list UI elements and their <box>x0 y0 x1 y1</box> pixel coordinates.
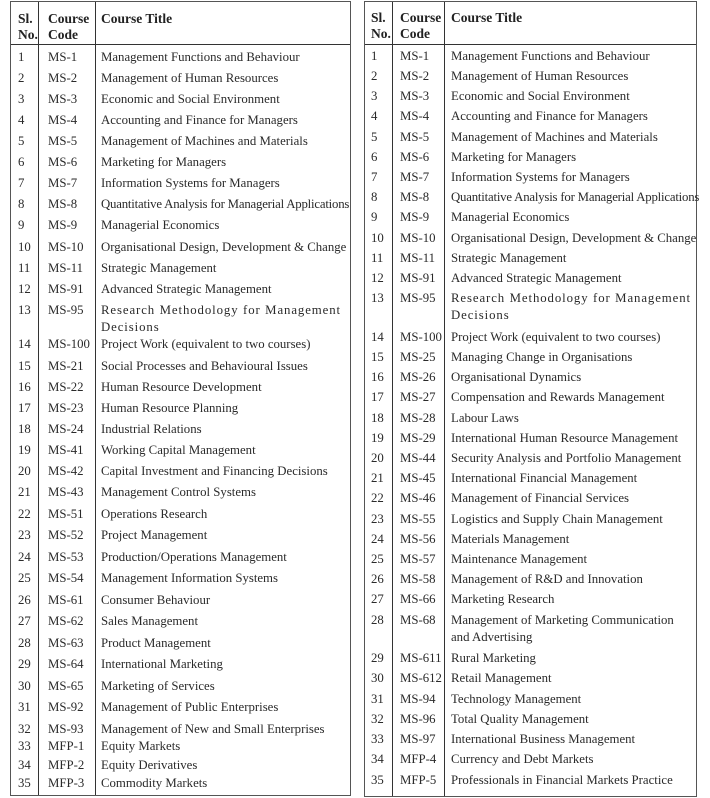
sl-no-cell: 22 <box>18 507 31 521</box>
course-title-cell: Accounting and Finance for Managers <box>101 113 298 127</box>
sl-no-cell: 23 <box>371 512 384 526</box>
course-title-cell: Organisational Design, Development & Change <box>101 240 347 254</box>
header-divider <box>365 44 696 45</box>
sl-no-cell: 3 <box>18 92 25 106</box>
course-code-cell: MS-96 <box>400 712 436 726</box>
course-code-cell: MFP-3 <box>48 776 85 790</box>
sl-no-cell: 14 <box>18 337 31 351</box>
course-title-cell: Economic and Social Environment <box>451 89 630 103</box>
header-course-code <box>400 10 441 42</box>
course-code-cell: MS-61 <box>48 593 84 607</box>
course-title-cell: Materials Management <box>451 532 570 546</box>
course-title-cell: Marketing for Managers <box>451 150 577 164</box>
course-title-cell: Management Information Systems <box>101 571 278 585</box>
course-code-cell: MFP-2 <box>48 758 85 772</box>
sl-no-cell: 2 <box>18 71 25 85</box>
sl-no-cell: 6 <box>371 150 378 164</box>
course-code-cell: MS-3 <box>400 89 430 103</box>
sl-no-cell: 23 <box>18 528 31 542</box>
sl-no-cell: 14 <box>371 330 384 344</box>
course-code-cell: MS-68 <box>400 613 436 627</box>
course-title-cell: Organisational Dynamics <box>451 370 582 384</box>
sl-no-cell: 10 <box>18 240 31 254</box>
course-title-cell: Management of Machines and Materials <box>101 134 308 148</box>
course-code-cell: MS-45 <box>400 471 436 485</box>
course-title-cell: Capital Investment and Financing Decisions <box>101 464 328 478</box>
course-title-cell: Management of Human Resources <box>451 69 629 83</box>
course-title-cell: Total Quality Management <box>451 712 589 726</box>
course-code-cell: MS-57 <box>400 552 436 566</box>
column-divider <box>38 2 39 795</box>
sl-no-cell: 17 <box>18 401 31 415</box>
course-code-cell: MS-7 <box>400 170 430 184</box>
course-code-cell: MS-24 <box>48 422 84 436</box>
course-title-cell: Marketing Research <box>451 592 555 606</box>
sl-no-cell: 28 <box>371 613 384 627</box>
course-code-cell: MS-44 <box>400 451 436 465</box>
course-title-cell: Research Methodology for Management Decisions <box>451 291 691 322</box>
course-code-cell: MS-93 <box>48 722 84 736</box>
course-title-cell: Managing Change in Organisations <box>451 350 633 364</box>
course-title-cell: Management Control Systems <box>101 485 256 499</box>
header-sl-no <box>18 11 38 43</box>
header-code-line2: Code <box>400 26 430 41</box>
course-code-cell: MS-58 <box>400 572 436 586</box>
course-title-cell: Maintenance Management <box>451 552 588 566</box>
sl-no-cell: 1 <box>371 49 378 63</box>
sl-no-cell: 35 <box>371 773 384 787</box>
sl-no-cell: 8 <box>18 197 25 211</box>
course-title-cell: Currency and Debt Markets <box>451 752 594 766</box>
course-title-cell: International Financial Management <box>451 471 638 485</box>
course-title-cell: Labour Laws <box>451 411 519 425</box>
column-divider <box>392 2 393 796</box>
course-code-cell: MS-3 <box>48 92 78 106</box>
sl-no-cell: 30 <box>18 679 31 693</box>
course-title-cell: Project Work (equivalent to two courses) <box>101 337 311 351</box>
course-code-cell: MS-611 <box>400 651 442 665</box>
course-code-cell: MS-42 <box>48 464 84 478</box>
header-divider <box>11 44 350 45</box>
course-code-cell: MS-11 <box>48 261 84 275</box>
course-title-cell: Project Work (equivalent to two courses) <box>451 330 661 344</box>
course-title-cell: Management Functions and Behaviour <box>101 50 300 64</box>
sl-no-cell: 16 <box>371 370 384 384</box>
course-code-cell: MS-1 <box>400 49 430 63</box>
sl-no-cell: 5 <box>18 134 25 148</box>
sl-no-cell: 2 <box>371 69 378 83</box>
course-code-cell: MS-92 <box>48 700 84 714</box>
course-code-cell: MS-6 <box>400 150 430 164</box>
sl-no-cell: 3 <box>371 89 378 103</box>
course-title-cell: Compensation and Rewards Management <box>451 390 665 404</box>
sl-no-cell: 31 <box>371 692 384 706</box>
sl-no-cell: 18 <box>371 411 384 425</box>
course-code-cell: MS-9 <box>400 210 430 224</box>
header-course-title: Course Title <box>101 11 173 26</box>
course-code-cell: MFP-1 <box>48 739 85 753</box>
course-title-cell: Research Methodology for Management Decisions <box>101 303 341 334</box>
course-title-cell: Management of Financial Services <box>451 491 630 505</box>
course-table-right <box>364 1 700 797</box>
course-title-cell: Production/Operations Management <box>101 550 287 564</box>
course-title-cell: Quantitative Analysis for Managerial Applications <box>101 197 350 211</box>
sl-no-cell: 16 <box>18 380 31 394</box>
course-code-cell: MS-64 <box>48 657 84 671</box>
sl-no-cell: 33 <box>18 739 31 753</box>
sl-no-cell: 11 <box>18 261 31 275</box>
sl-no-cell: 22 <box>371 491 384 505</box>
sl-no-cell: 1 <box>18 50 25 64</box>
sl-no-cell: 26 <box>371 572 384 586</box>
course-code-cell: MS-21 <box>48 359 84 373</box>
course-title-cell: Strategic Management <box>101 261 217 275</box>
course-code-cell: MS-5 <box>400 130 430 144</box>
course-code-cell: MS-54 <box>48 571 84 585</box>
sl-no-cell: 11 <box>371 251 384 265</box>
course-title-cell: Managerial Economics <box>451 210 570 224</box>
course-code-cell: MS-1 <box>48 50 78 64</box>
sl-no-cell: 7 <box>371 170 378 184</box>
course-title-cell: Commodity Markets <box>101 776 208 790</box>
course-code-cell: MS-100 <box>400 330 442 344</box>
sl-no-cell: 21 <box>371 471 384 485</box>
course-code-cell: MS-27 <box>400 390 436 404</box>
course-code-cell: MS-55 <box>400 512 436 526</box>
header-code-line1: Course <box>400 10 442 25</box>
course-title-cell: Accounting and Finance for Managers <box>451 109 648 123</box>
course-title-cell: Management Functions and Behaviour <box>451 49 650 63</box>
course-code-cell: MS-4 <box>48 113 78 127</box>
course-title-cell: Management of Human Resources <box>101 71 279 85</box>
course-title-cell: Marketing for Managers <box>101 155 227 169</box>
course-code-cell: MS-41 <box>48 443 84 457</box>
sl-no-cell: 18 <box>18 422 31 436</box>
course-code-cell: MS-7 <box>48 176 78 190</box>
header-sl-line1: Sl. <box>18 11 33 26</box>
course-code-cell: MS-10 <box>400 231 436 245</box>
course-table-left <box>10 1 351 796</box>
course-title-cell: Human Resource Development <box>101 380 262 394</box>
sl-no-cell: 13 <box>371 291 384 305</box>
course-code-cell: MS-46 <box>400 491 436 505</box>
sl-no-cell: 35 <box>18 776 31 790</box>
course-title-cell: Information Systems for Managers <box>451 170 630 184</box>
course-title-cell: Project Management <box>101 528 208 542</box>
course-code-cell: MS-63 <box>48 636 84 650</box>
course-title-cell: Consumer Behaviour <box>101 593 211 607</box>
sl-no-cell: 6 <box>18 155 25 169</box>
sl-no-cell: 19 <box>18 443 31 457</box>
course-code-cell: MS-66 <box>400 592 436 606</box>
course-code-cell: MS-91 <box>400 271 436 285</box>
header-course-title: Course Title <box>451 10 523 25</box>
course-code-cell: MS-4 <box>400 109 430 123</box>
course-title-cell: Advanced Strategic Management <box>101 282 272 296</box>
course-code-cell: MS-25 <box>400 350 436 364</box>
course-title-cell: Equity Derivatives <box>101 758 198 772</box>
sl-no-cell: 28 <box>18 636 31 650</box>
course-title-cell: Management of Public Enterprises <box>101 700 279 714</box>
sl-no-cell: 33 <box>371 732 384 746</box>
course-code-cell: MS-11 <box>400 251 436 265</box>
sl-no-cell: 17 <box>371 390 384 404</box>
sl-no-cell: 4 <box>371 109 378 123</box>
sl-no-cell: 15 <box>18 359 31 373</box>
sl-no-cell: 7 <box>18 176 25 190</box>
course-code-cell: MS-5 <box>48 134 78 148</box>
course-title-cell: Equity Markets <box>101 739 181 753</box>
sl-no-cell: 24 <box>371 532 384 546</box>
course-code-cell: MFP-5 <box>400 773 437 787</box>
course-title-cell: Management of Machines and Materials <box>451 130 658 144</box>
course-title-cell: Product Management <box>101 636 211 650</box>
course-title-cell: Operations Research <box>101 507 208 521</box>
course-code-cell: MS-65 <box>48 679 84 693</box>
course-code-cell: MS-8 <box>400 190 430 204</box>
course-code-cell: MS-26 <box>400 370 436 384</box>
course-code-cell: MS-95 <box>48 303 84 317</box>
course-title-cell: Managerial Economics <box>101 218 220 232</box>
course-title-cell: Rural Marketing <box>451 651 536 665</box>
sl-no-cell: 27 <box>371 592 384 606</box>
sl-no-cell: 29 <box>18 657 31 671</box>
course-title-cell: International Marketing <box>101 657 223 671</box>
sl-no-cell: 4 <box>18 113 25 127</box>
course-title-cell: International Business Management <box>451 732 636 746</box>
course-title-cell: Retail Management <box>451 671 552 685</box>
sl-no-cell: 31 <box>18 700 31 714</box>
course-title-cell: Sales Management <box>101 614 199 628</box>
header-course-code <box>48 11 89 43</box>
course-code-cell: MS-94 <box>400 692 436 706</box>
sl-no-cell: 29 <box>371 651 384 665</box>
course-code-cell: MS-612 <box>400 671 442 685</box>
course-title-cell: Technology Management <box>451 692 582 706</box>
course-title-cell: Organisational Design, Development & Change <box>451 231 697 245</box>
header-code-line1: Course <box>48 11 90 26</box>
sl-no-cell: 27 <box>18 614 31 628</box>
course-title-cell: Strategic Management <box>451 251 567 265</box>
sl-no-cell: 12 <box>18 282 31 296</box>
sl-no-cell: 19 <box>371 431 384 445</box>
course-title-cell: Security Analysis and Portfolio Management <box>451 451 682 465</box>
column-divider <box>95 2 96 795</box>
course-code-cell: MS-2 <box>48 71 78 85</box>
course-title-cell: Information Systems for Managers <box>101 176 280 190</box>
sl-no-cell: 24 <box>18 550 31 564</box>
sl-no-cell: 25 <box>18 571 31 585</box>
course-code-cell: MS-10 <box>48 240 84 254</box>
course-code-cell: MS-2 <box>400 69 430 83</box>
sl-no-cell: 15 <box>371 350 384 364</box>
course-title-cell: Logistics and Supply Chain Management <box>451 512 663 526</box>
course-title-cell: Marketing of Services <box>101 679 215 693</box>
course-code-cell: MS-8 <box>48 197 78 211</box>
course-code-cell: MS-97 <box>400 732 436 746</box>
sl-no-cell: 13 <box>18 303 31 317</box>
course-title-cell: Social Processes and Behavioural Issues <box>101 359 308 373</box>
course-code-cell: MS-100 <box>48 337 90 351</box>
sl-no-cell: 10 <box>371 231 384 245</box>
sl-no-cell: 34 <box>18 758 31 772</box>
sl-no-cell: 25 <box>371 552 384 566</box>
course-title-cell: Industrial Relations <box>101 422 202 436</box>
course-code-cell: MS-43 <box>48 485 84 499</box>
course-code-cell: MS-56 <box>400 532 436 546</box>
course-code-cell: MS-95 <box>400 291 436 305</box>
course-code-cell: MS-29 <box>400 431 436 445</box>
course-code-cell: MS-91 <box>48 282 84 296</box>
course-code-cell: MS-23 <box>48 401 84 415</box>
course-title-cell: Management of R&D and Innovation <box>451 572 643 586</box>
course-title-cell: Professionals in Financial Markets Practice <box>451 773 673 787</box>
header-sl-line2: No. <box>371 26 391 41</box>
course-title-cell: Economic and Social Environment <box>101 92 280 106</box>
course-title-cell: Human Resource Planning <box>101 401 239 415</box>
course-code-cell: MS-62 <box>48 614 84 628</box>
column-divider <box>444 2 445 796</box>
sl-no-cell: 20 <box>371 451 384 465</box>
sl-no-cell: 26 <box>18 593 31 607</box>
sl-no-cell: 21 <box>18 485 31 499</box>
course-code-cell: MS-22 <box>48 380 84 394</box>
course-code-cell: MS-28 <box>400 411 436 425</box>
sl-no-cell: 9 <box>18 218 25 232</box>
course-code-cell: MS-52 <box>48 528 84 542</box>
course-title-cell: Working Capital Management <box>101 443 256 457</box>
sl-no-cell: 9 <box>371 210 378 224</box>
course-code-cell: MS-51 <box>48 507 84 521</box>
course-code-cell: MS-6 <box>48 155 78 169</box>
header-code-line2: Code <box>48 27 78 42</box>
header-sl-no <box>371 10 391 42</box>
sl-no-cell: 30 <box>371 671 384 685</box>
header-sl-line1: Sl. <box>371 10 386 25</box>
sl-no-cell: 12 <box>371 271 384 285</box>
course-title-cell: Management of Marketing Communication and Advertising <box>451 613 674 644</box>
course-title-cell: Management of New and Small Enterprises <box>101 722 325 736</box>
course-code-cell: MS-9 <box>48 218 78 232</box>
header-sl-line2: No. <box>18 27 38 42</box>
course-code-cell: MFP-4 <box>400 752 437 766</box>
course-title-cell: Advanced Strategic Management <box>451 271 622 285</box>
sl-no-cell: 5 <box>371 130 378 144</box>
course-title-cell: Quantitative Analysis for Managerial Applications <box>451 190 700 204</box>
course-title-cell: International Human Resource Management <box>451 431 679 445</box>
sl-no-cell: 32 <box>18 722 31 736</box>
sl-no-cell: 32 <box>371 712 384 726</box>
sl-no-cell: 20 <box>18 464 31 478</box>
sl-no-cell: 34 <box>371 752 384 766</box>
sl-no-cell: 8 <box>371 190 378 204</box>
course-code-cell: MS-53 <box>48 550 84 564</box>
